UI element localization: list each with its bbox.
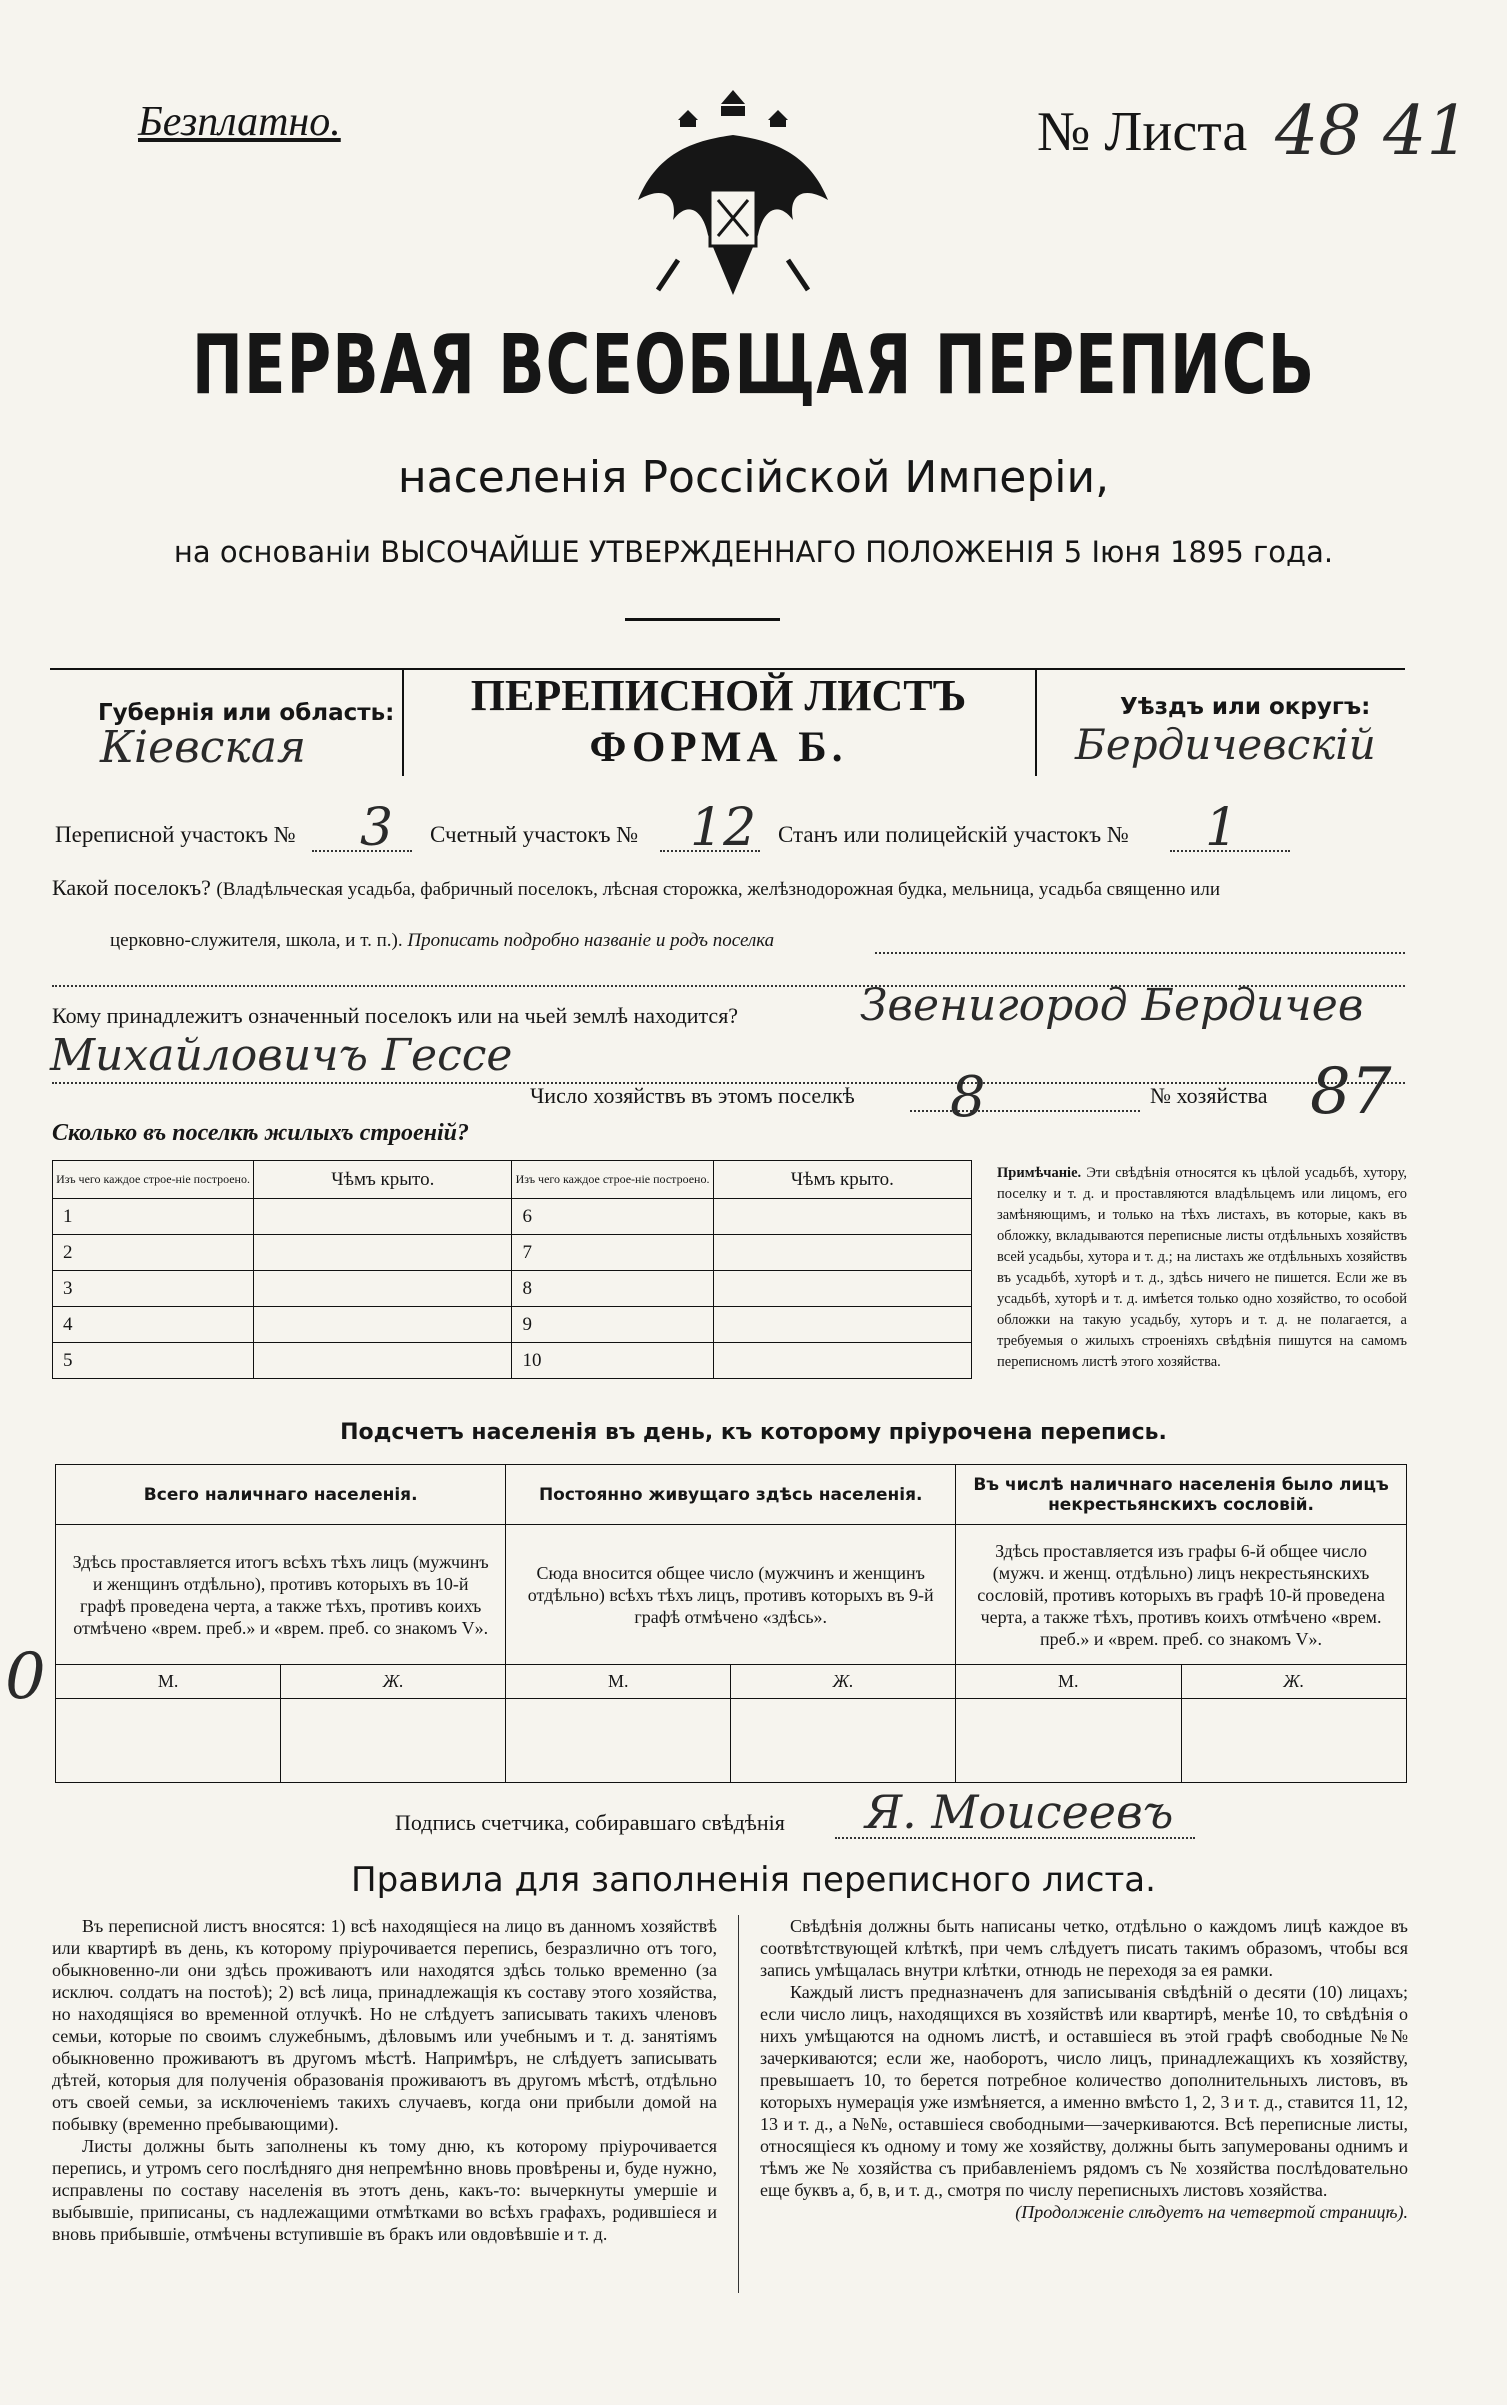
poselok-question: Какой поселокъ?: [52, 875, 211, 900]
male-header: М.: [956, 1665, 1181, 1699]
building-row[interactable]: 8: [512, 1271, 713, 1307]
roof-cell[interactable]: [713, 1343, 971, 1379]
permanent-male-cell[interactable]: [506, 1699, 731, 1783]
signature-label: Подпись счетчика, собиравшаго свѣдѣнія: [395, 1810, 785, 1835]
free-label: Безплатно.: [138, 99, 341, 145]
rules-left-paragraph-1: Въ переписной листъ вносятся: 1) всѣ находящіеся на лицо въ данномъ хозяйствѣ или квартирѣ въ день, къ которому пріурочивается перепись, безразлично отъ того, обыкновенно-ли они здѣсь проживаютъ или находятся здѣсь только временно (за исключ. солдатъ на постоѣ); 2) всѣ лица, принадлежащія къ составу этого хозяйства, но находящіяся во временной отлучкѣ. Но не слѣдуетъ записывать такихъ членовъ семьи, которые по своимъ служебнымъ, дѣловымъ или учебнымъ и т. д. занятіямъ обыкновенно проживаютъ въ другомъ мѣстѣ. Напримѣръ, не слѣдуетъ записывать дѣтей, которыя для полученія образованія проживаютъ въ другомъ мѣстѣ, отдѣльно отъ своей семьи, за исключеніемъ такихъ случаевъ, когда они прибыли домой на побывку (временно пребывающими).: [52, 1916, 717, 2134]
col-roof-right: Чѣмъ крыто.: [713, 1161, 971, 1199]
male-header: М.: [506, 1665, 731, 1699]
page-subtitle: населенія Россійской Имперіи,: [397, 452, 1110, 503]
schetny-handwritten: 12: [690, 798, 757, 858]
rules-continued: (Продолженіе слѣдуетъ на четвертой страницѣ).: [1015, 2202, 1408, 2222]
total-female-cell[interactable]: [281, 1699, 506, 1783]
uezd-label: Уѣздъ или округъ:: [1120, 694, 1371, 720]
building-row[interactable]: 7: [512, 1235, 713, 1271]
building-row[interactable]: 9: [512, 1307, 713, 1343]
basis-line: на основаніи ВЫСОЧАЙШЕ УТВЕРЖДЕННАГО ПОЛОЖЕНІЯ 5 Іюня 1895 года.: [173, 535, 1334, 569]
roof-cell[interactable]: [713, 1271, 971, 1307]
male-header: М.: [56, 1665, 281, 1699]
building-row[interactable]: 6: [512, 1199, 713, 1235]
col-nonpeasant-head: Въ числѣ наличнаго населенія было лицъ некрестьянскихъ сословій.: [956, 1465, 1407, 1525]
owner-handwritten-1: Звенигород Бердичев: [860, 980, 1364, 1031]
building-row[interactable]: 2: [53, 1235, 254, 1271]
female-header: Ж.: [731, 1665, 956, 1699]
buildings-label: Сколько въ поселкѣ жилыхъ строеній?: [52, 1120, 469, 1146]
rules-column-divider: [738, 1915, 739, 2293]
roof-cell[interactable]: [254, 1343, 512, 1379]
uchastok-handwritten: 3: [360, 798, 394, 858]
buildings-note: [997, 1163, 1407, 1373]
form-name: ПЕРЕПИСНОЙ ЛИСТЪ: [470, 671, 967, 720]
count-table: [55, 1464, 1407, 1783]
rules-left-column: [52, 1915, 717, 2245]
permanent-female-cell[interactable]: [731, 1699, 956, 1783]
note-title: Примѣчаніе.: [997, 1165, 1082, 1181]
uezd-handwritten: Бердичевскій: [1075, 720, 1376, 769]
building-row[interactable]: 4: [53, 1307, 254, 1343]
owner-handwritten-2: Михайловичъ Гессе: [50, 1030, 513, 1081]
col-permanent-head: Постоянно живущаго здѣсь населенія.: [506, 1465, 956, 1525]
sheet-number-label: № Листа: [1037, 101, 1248, 163]
col-material-left: Изъ чего каждое строе-ніе построено.: [53, 1161, 254, 1199]
households-handwritten: 8: [950, 1065, 986, 1130]
stan-label: Станъ или полицейскій участокъ №: [778, 822, 1129, 847]
col-material-right: Изъ чего каждое строе-ніе построено.: [512, 1161, 713, 1199]
rules-right-column: [760, 1915, 1408, 2223]
buildings-table: [52, 1160, 972, 1379]
gubernia-label: Губернія или область:: [98, 700, 395, 726]
stan-dots: [1170, 850, 1290, 852]
page-title: ПЕРВАЯ ВСЕОБЩАЯ ПЕРЕПИСЬ: [191, 317, 1316, 414]
col-total-head: Всего наличнаго населенія.: [56, 1465, 506, 1525]
poselok-label: [52, 875, 1220, 901]
poselok-dots-1: [875, 952, 1405, 954]
female-header: Ж.: [281, 1665, 506, 1699]
building-row[interactable]: 5: [53, 1343, 254, 1379]
nonpeasant-male-cell[interactable]: [956, 1699, 1181, 1783]
col-nonpeasant-text: Здѣсь проставляется изъ графы 6-й общее число (мужч. и женщ. отдѣльно) лицъ некрестьянскихъ сословій, противъ которыхъ въ графѣ 10-й проведена черта, а также тѣхъ, противъ коихъ отмѣчено «врем. преб.» и «врем. преб. со знакомъ V».: [956, 1525, 1407, 1665]
roof-cell[interactable]: [713, 1235, 971, 1271]
household-number-label: № хозяйства: [1150, 1083, 1268, 1108]
poselok-examples: (Владѣльческая усадьба, фабричный поселокъ, лѣсная сторожка, желѣзнодорожная будка, мельница, усадьба священно или: [216, 879, 1221, 900]
total-male-cell[interactable]: [56, 1699, 281, 1783]
note-text: Эти свѣдѣнія относятся къ цѣлой усадьбѣ, хутору, поселку и т. д. и проставляются владѣльцемъ или лицомъ, его замѣняющимъ, и только на тѣхъ листахъ, въ которые, какъ въ обложку, вкладываются переписные листы отдѣльныхъ хозяйствъ всей усадьбы, хутора и т. д.; на листахъ же отдѣльныхъ хозяйствъ въ усадьбѣ, хуторѣ и т. д., здѣсь ничего не пишется. Если же въ усадьбѣ, хуторѣ и т. д. имѣется только одно хозяйство, то особой обложки на такую усадьбу, хуторъ и т. д. не полагается, а требуемыя о жилыхъ строеніяхъ свѣдѣнія пишутся на самомъ переписномъ листѣ этого хозяйства.: [997, 1165, 1407, 1370]
sheet-number-handwritten: 48 41: [1275, 92, 1470, 171]
col-permanent-text: Сюда вносится общее число (мужчинъ и женщинъ отдѣльно) всѣхъ тѣхъ лицъ, противъ которыхъ въ 9-й графѣ отмѣчено «здѣсь».: [506, 1525, 956, 1665]
form-right-divider: [1035, 668, 1037, 776]
poselok-instruction: Прописать подробно названіе и родъ поселка: [407, 930, 775, 951]
roof-cell[interactable]: [254, 1271, 512, 1307]
signature-handwritten: Я. Моисеевъ: [865, 1785, 1174, 1839]
rules-left-paragraph-2: Листы должны быть заполнены къ тому дню, къ которому пріурочивается перепись, и утромъ сего послѣдняго дня непремѣнно вновь провѣрены и, буде нужно, исправлены по составу населенія въ этотъ день, какъ-то: вычеркнуты умершіе и выбывшіе, приписаны, съ надлежащими отмѣтками во всѣхъ графахъ, родившіеся и вновь прибывшіе, отмѣчены вступившіе въ бракъ или овдовѣвшіе и т. д.: [52, 2136, 717, 2244]
schetny-dots: [660, 850, 760, 852]
stan-handwritten: 1: [1205, 798, 1239, 858]
household-number-handwritten: 87: [1310, 1055, 1392, 1129]
rules-title: Правила для заполненія переписного листа.: [351, 1860, 1156, 1900]
building-row[interactable]: 1: [53, 1199, 254, 1235]
building-row[interactable]: 10: [512, 1343, 713, 1379]
building-row[interactable]: 3: [53, 1271, 254, 1307]
roof-cell[interactable]: [713, 1199, 971, 1235]
margin-mark: 0: [5, 1640, 46, 1714]
owner-label: Кому принадлежитъ означенный поселокъ или на чьей землѣ находится?: [52, 1003, 739, 1028]
poselok-examples-line2: [110, 930, 774, 952]
form-type: ФОРМА Б.: [589, 724, 848, 771]
uchastok-label: Переписной участокъ №: [55, 822, 296, 847]
households-label: Число хозяйствъ въ этомъ поселкѣ: [530, 1083, 855, 1108]
roof-cell[interactable]: [254, 1307, 512, 1343]
double-headed-eagle-emblem: [618, 80, 848, 310]
signature-dots: [835, 1837, 1195, 1839]
col-roof-left: Чѣмъ крыто.: [254, 1161, 512, 1199]
female-header: Ж.: [1181, 1665, 1406, 1699]
count-title: Подсчетъ населенія въ день, къ которому пріурочена перепись.: [340, 1420, 1167, 1445]
rules-right-paragraph-2: Каждый листъ предназначенъ для записыванія свѣдѣній о десяти (10) лицахъ; если число лицъ, находящихся въ хозяйствѣ или квартирѣ, менѣе 10, то свѣдѣнія о нихъ умѣщаются на одномъ листѣ, и оставшіеся въ этой графѣ свободные №№ зачеркиваются; если же, наоборотъ, число лицъ, принадлежащихъ къ хозяйству, превышаетъ 10, то берется потребное количество дополнительныхъ листовъ, въ которыхъ нумерація уже измѣняется, а именно вмѣсто 1, 2, 3 и т. д., ставится 11, 12, 13 и т. д., а №№, оставшіеся свободными—зачеркиваются. Всѣ переписные листы, относящіеся къ одному и тому же хозяйству, должны быть запумерованы однимъ и тѣмъ же № хозяйства съ прибавленіемъ рядомъ съ № хозяйства послѣдовательно еще буквъ а, б, в, и т. д., смотря по числу переписныхъ листовъ хозяйства.: [760, 1982, 1408, 2200]
title-divider: [625, 618, 780, 621]
nonpeasant-female-cell[interactable]: [1181, 1699, 1406, 1783]
gubernia-handwritten: Кіевская: [100, 722, 307, 773]
rules-right-paragraph-1: Свѣдѣнія должны быть написаны четко, отдѣльно о каждомъ лицѣ каждое въ соотвѣтствующей клѣткѣ, при чемъ слѣдуетъ писать такимъ образомъ, чтобы вся запись умѣщалась внутри клѣтки, отнюдь не переходя за ея рамки.: [760, 1916, 1408, 1980]
roof-cell[interactable]: [254, 1235, 512, 1271]
col-total-text: Здѣсь проставляется итогъ всѣхъ тѣхъ лицъ (мужчинъ и женщинъ отдѣльно), противъ которыхъ въ 10-й графѣ проведена черта, а также тѣхъ, противъ коихъ отмѣчено «врем. преб.» и «врем. преб. со знакомъ V».: [56, 1525, 506, 1665]
households-dots: [910, 1110, 1140, 1112]
poselok-examples-end: церковно-служителя, школа, и т. п.).: [110, 930, 403, 951]
roof-cell[interactable]: [713, 1307, 971, 1343]
roof-cell[interactable]: [254, 1199, 512, 1235]
uchastok-dots: [312, 850, 412, 852]
schetny-label: Счетный участокъ №: [430, 822, 639, 847]
